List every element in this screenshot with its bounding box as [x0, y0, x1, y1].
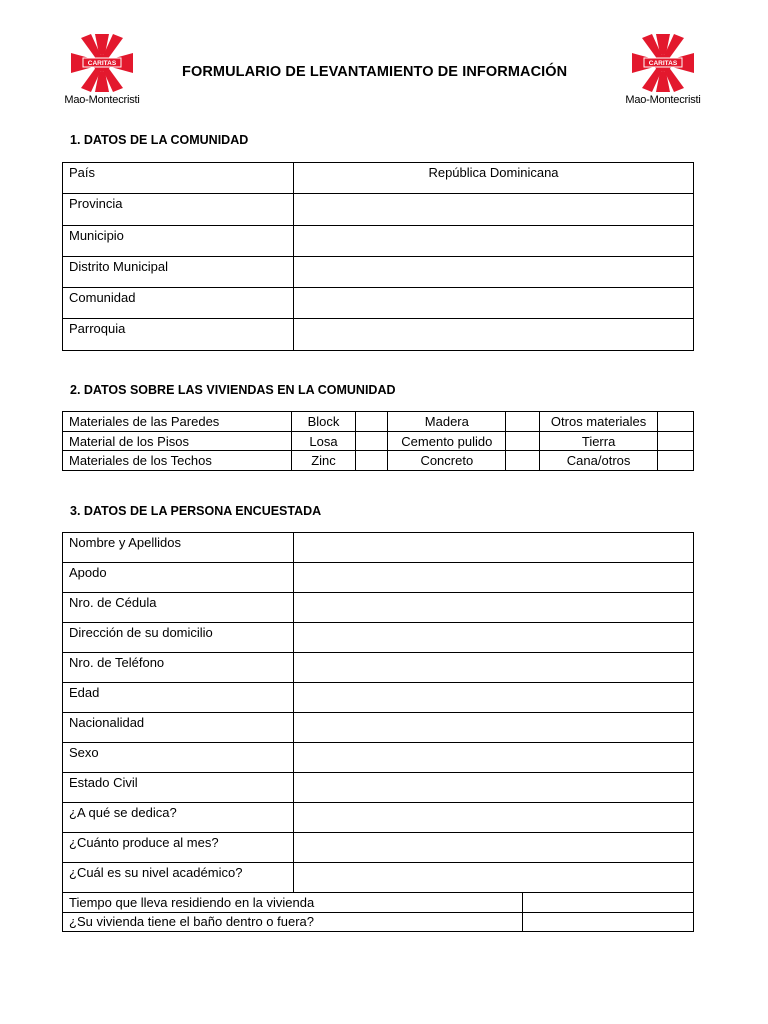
- field-label: ¿A qué se dedica?: [63, 803, 294, 833]
- caritas-cross-icon: [632, 34, 694, 92]
- table-row: [63, 288, 694, 319]
- field-value[interactable]: [294, 623, 694, 653]
- field-label: País: [63, 163, 294, 194]
- table-row: [63, 163, 694, 194]
- table-row: [63, 743, 694, 773]
- field-value[interactable]: República Dominicana: [294, 163, 694, 194]
- field-label: Nro. de Teléfono: [63, 653, 294, 683]
- option-checkbox[interactable]: [506, 431, 540, 451]
- field-value[interactable]: [294, 194, 694, 225]
- table-row: [63, 833, 694, 863]
- field-label: Nro. de Cédula: [63, 593, 294, 623]
- field-label: Dirección de su domicilio: [63, 623, 294, 653]
- section-1-heading: 1. DATOS DE LA COMUNIDAD: [70, 133, 249, 147]
- field-label: ¿Su vivienda tiene el baño dentro o fuera?: [63, 912, 523, 932]
- section-3-heading: 3. DATOS DE LA PERSONA ENCUESTADA: [70, 504, 322, 518]
- table-row: [63, 713, 694, 743]
- field-value[interactable]: [294, 713, 694, 743]
- field-label: Provincia: [63, 194, 294, 225]
- table-row: [63, 563, 694, 593]
- field-value[interactable]: [294, 863, 694, 893]
- option-label: Concreto: [388, 451, 506, 471]
- table-row: [63, 912, 694, 932]
- field-label: Material de los Pisos: [63, 431, 292, 451]
- field-label: Apodo: [63, 563, 294, 593]
- table-row: [63, 451, 694, 471]
- option-label: Cemento pulido: [388, 431, 506, 451]
- field-value[interactable]: [294, 593, 694, 623]
- field-value[interactable]: [294, 225, 694, 256]
- field-label: Tiempo que lleva residiendo en la vivienda: [63, 893, 523, 913]
- table-row: [63, 412, 694, 432]
- table-row: [63, 803, 694, 833]
- field-value[interactable]: [294, 563, 694, 593]
- field-value[interactable]: [294, 803, 694, 833]
- option-checkbox[interactable]: [658, 451, 694, 471]
- option-label: Losa: [291, 431, 356, 451]
- field-value[interactable]: [294, 773, 694, 803]
- svg-text:CARITAS: CARITAS: [87, 60, 117, 67]
- field-label: Nacionalidad: [63, 713, 294, 743]
- caritas-cross-icon: [71, 34, 133, 92]
- table-row: [63, 533, 694, 563]
- table-row: [63, 863, 694, 893]
- field-value[interactable]: [294, 319, 694, 350]
- table-row: [63, 623, 694, 653]
- field-label: Materiales de los Techos: [63, 451, 292, 471]
- caritas-logo-right: [618, 34, 708, 106]
- section-2-heading: 2. DATOS SOBRE LAS VIVIENDAS EN LA COMUNIDAD: [70, 383, 396, 397]
- housing-data-table: [62, 411, 694, 471]
- option-checkbox[interactable]: [506, 412, 540, 432]
- field-label: Materiales de las Paredes: [63, 412, 292, 432]
- field-label: Distrito Municipal: [63, 256, 294, 287]
- svg-text:CARITAS: CARITAS: [648, 60, 678, 67]
- field-label: Nombre y Apellidos: [63, 533, 294, 563]
- field-label: ¿Cuánto produce al mes?: [63, 833, 294, 863]
- field-value[interactable]: [294, 533, 694, 563]
- option-checkbox[interactable]: [356, 431, 388, 451]
- field-label: Estado Civil: [63, 773, 294, 803]
- table-row: [63, 225, 694, 256]
- table-row: [63, 893, 694, 913]
- field-label: Comunidad: [63, 288, 294, 319]
- option-label: Block: [291, 412, 356, 432]
- table-row: [63, 773, 694, 803]
- option-label: Otros materiales: [540, 412, 658, 432]
- field-value[interactable]: [294, 653, 694, 683]
- field-value[interactable]: [294, 288, 694, 319]
- field-label: Sexo: [63, 743, 294, 773]
- community-data-table: [62, 162, 694, 351]
- document-title: FORMULARIO DE LEVANTAMIENTO DE INFORMACIÓN: [182, 64, 568, 80]
- respondent-data-table: [62, 532, 694, 893]
- option-checkbox[interactable]: [658, 431, 694, 451]
- table-row: [63, 319, 694, 350]
- option-label: Cana/otros: [540, 451, 658, 471]
- option-label: Tierra: [540, 431, 658, 451]
- table-row: [63, 431, 694, 451]
- field-label: ¿Cuál es su nivel académico?: [63, 863, 294, 893]
- table-row: [63, 653, 694, 683]
- logo-caption: Mao-Montecristi: [64, 94, 140, 106]
- table-row: [63, 593, 694, 623]
- option-checkbox[interactable]: [356, 451, 388, 471]
- table-row: [63, 194, 694, 225]
- residence-data-table: [62, 892, 694, 932]
- logo-caption: Mao-Montecristi: [625, 94, 701, 106]
- caritas-logo-left: [57, 34, 147, 106]
- field-value[interactable]: [523, 912, 694, 932]
- field-value[interactable]: [523, 893, 694, 913]
- option-checkbox[interactable]: [506, 451, 540, 471]
- table-row: [63, 256, 694, 287]
- field-label: Parroquia: [63, 319, 294, 350]
- field-value[interactable]: [294, 743, 694, 773]
- option-checkbox[interactable]: [356, 412, 388, 432]
- option-checkbox[interactable]: [658, 412, 694, 432]
- field-label: Edad: [63, 683, 294, 713]
- option-label: Madera: [388, 412, 506, 432]
- field-value[interactable]: [294, 833, 694, 863]
- option-label: Zinc: [291, 451, 356, 471]
- table-row: [63, 683, 694, 713]
- field-value[interactable]: [294, 256, 694, 287]
- field-value[interactable]: [294, 683, 694, 713]
- field-label: Municipio: [63, 225, 294, 256]
